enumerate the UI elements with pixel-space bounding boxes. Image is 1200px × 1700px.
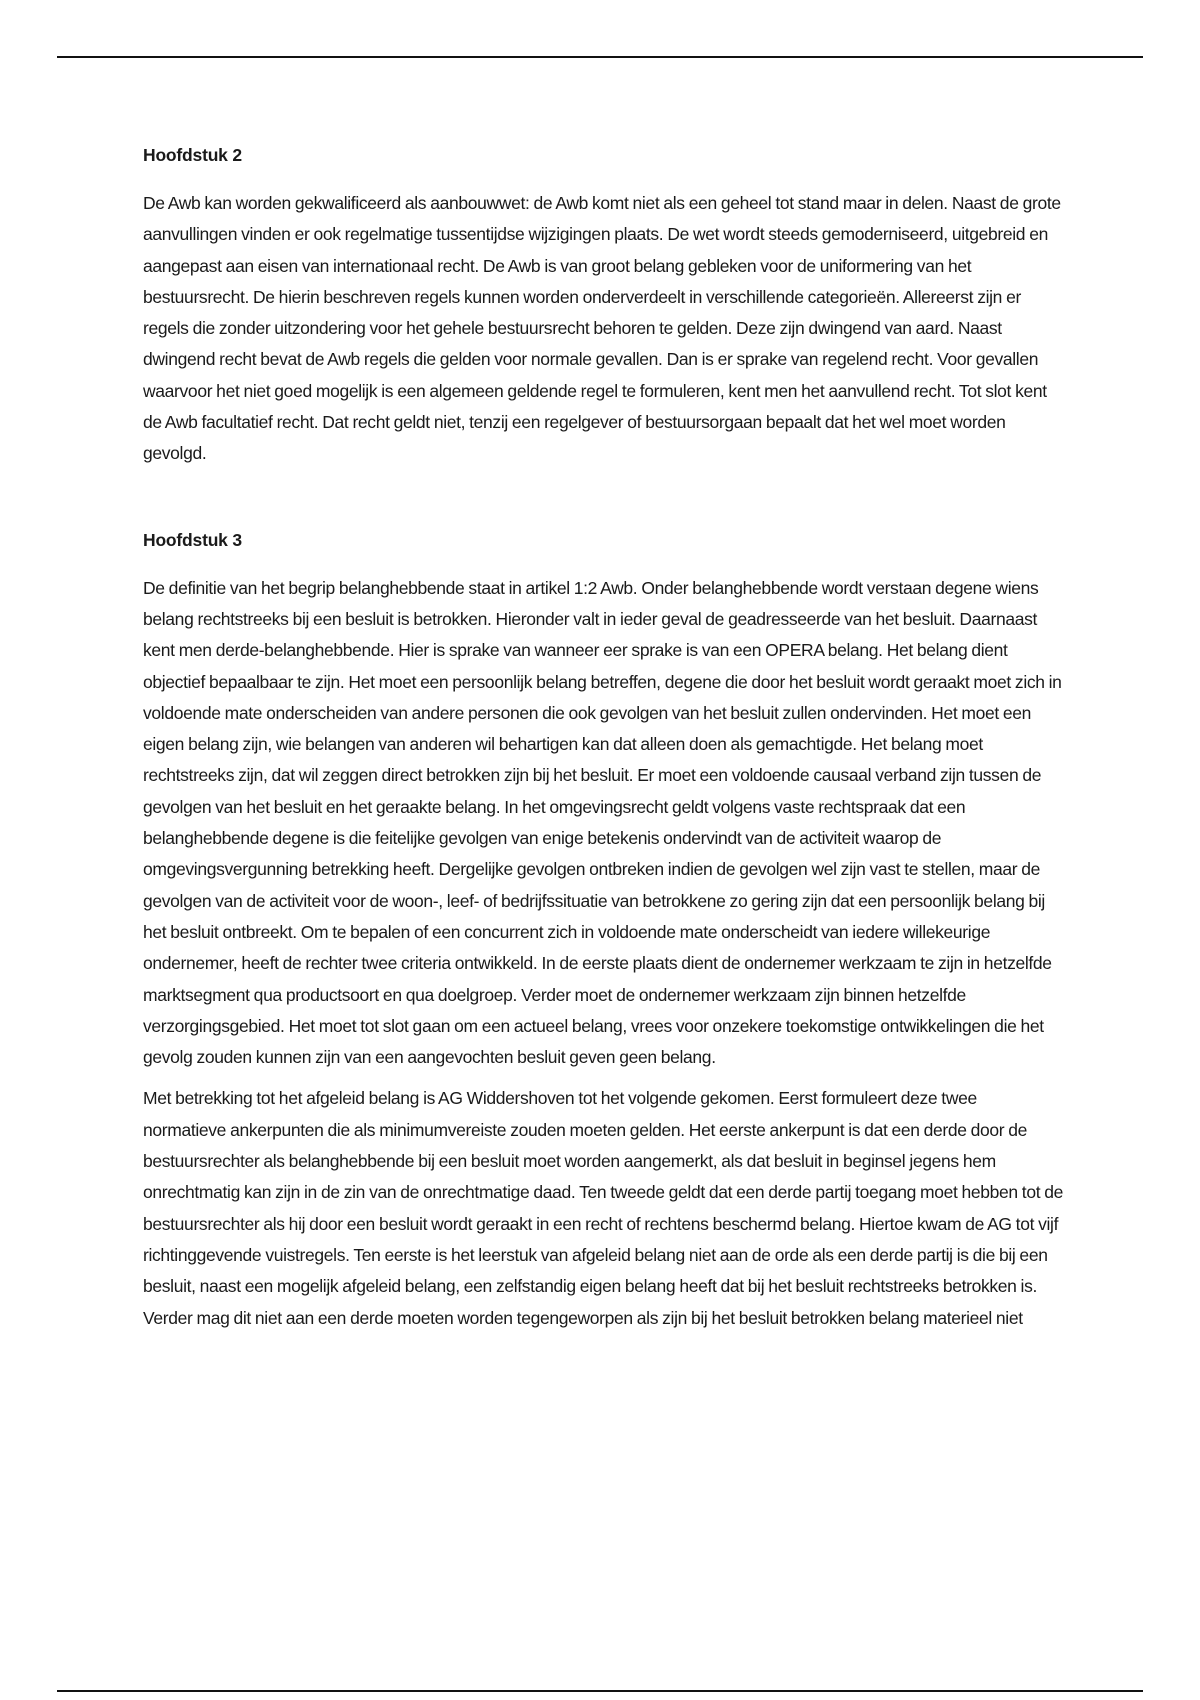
paragraph: Met betrekking tot het afgeleid belang is AG Widdershoven tot het volgende gekomen. Eerst formuleert deze twee normatieve ankerpunten die als minimumvereiste zouden moeten gelden. Het eerste ankerpunt is dat een derde door de bestuursrechter als belanghebbende bij een besluit moet worden aangemerkt, als dat besluit in beginsel jegens hem onrechtmatig kan zijn in de zin van de onrechtmatige daad. Ten tweede geldt dat een derde partij toegang moet hebben tot de bestuursrechter als hij door een besluit wordt geraakt in een recht of rechtens beschermd belang. Hiertoe kwam de AG tot vijf richtinggevende vuistregels. Ten eerste is het leerstuk van afgeleid belang niet aan de orde als een derde partij is die bij een besluit, naast een mogelijk afgeleid belang, een zelfstandig eigen belang heeft dat bij het besluit rechtstreeks betrokken is. Verder mag dit niet aan een derde moeten worden tegengeworpen als zijn bij het besluit betrokken belang materieel niet bbox=[143, 1088, 1063, 1328]
section-heading: Hoofdstuk 3 bbox=[143, 529, 242, 550]
paragraph: De Awb kan worden gekwalificeerd als aanbouwwet: de Awb komt niet als een geheel tot stand maar in delen. Naast de grote aanvullingen vinden er ook regelmatige tussentijdse wijzigingen plaats. De wet wordt steeds gemoderniseerd, uitgebreid en aangepast aan eisen van internationaal recht. De Awb is van groot belang gebleken voor de uniformering van het bestuursrecht. De hierin beschreven regels kunnen worden onderverdeelt in verschillende categorieën. Allereerst zijn er regels die zonder uitzondering voor het gehele bestuursrecht behoren te gelden. Deze zijn dwingend van aard. Naast dwingend recht bevat de Awb regels die gelden voor normale gevallen. Dan is er sprake van regelend recht. Voor gevallen waarvoor het niet goed mogelijk is een algemeen geldende regel te formuleren, kent men het aanvullend recht. Tot slot kent de Awb facultatief recht. Dat recht geldt niet, tenzij een regelgever of bestuursorgaan bepaalt dat het wel moet worden gevolgd. bbox=[143, 193, 1061, 464]
section-hoofdstuk-2 bbox=[143, 140, 1063, 470]
section-heading: Hoofdstuk 2 bbox=[143, 145, 242, 165]
header-rule bbox=[57, 56, 1143, 58]
section-hoofdstuk-3 bbox=[143, 525, 1063, 1334]
footer-rule bbox=[57, 1690, 1143, 1692]
document-body bbox=[143, 140, 1063, 1344]
paragraph: De definitie van het begrip belanghebbende staat in artikel 1:2 Awb. Onder belanghebbende wordt verstaan degene wiens belang rechtstreeks bij een besluit is betrokken. Hieronder valt in ieder geval de geadresseerde van het besluit. Daarnaast kent men derde-belanghebbende. Hier is sprake van wanneer eer sprake is van een OPERA belang. Het belang dient objectief bepaalbaar te zijn. Het moet een persoonlijk belang betreffen, degene die door het besluit wordt geraakt moet zich in voldoende mate onderscheiden van andere personen die ook gevolgen van het besluit zullen ondervinden. Het moet een eigen belang zijn, wie belangen van anderen wil behartigen kan dat alleen doen als gemachtigde. Het belang moet rechtstreeks zijn, dat wil zeggen direct betrokken zijn bij het besluit. Er moet een voldoende causaal verband zijn tussen de gevolgen van het besluit en het geraakte belang. In het omgevingsrecht geldt volgens vaste rechtspraak dat een belanghebbende degene is die feitelijke gevolgen van enige betekenis ondervindt van de activiteit waarop de omgevingsvergunning betrekking heeft. Dergelijke gevolgen ontbreken indien de gevolgen wel zijn vast te stellen, maar de gevolgen van de activiteit voor de woon-, leef- of bedrijfssituatie van betrokkene zo gering zijn dat een persoonlijk belang bij het besluit ontbreekt. Om te bepalen of een concurrent zich in voldoende mate onderscheidt van iedere willekeurige ondernemer, heeft de rechter twee criteria ontwikkeld. In de eerste plaats dient de ondernemer werkzaam te zijn in hetzelfde marktsegment qua productsoort en qua doelgroep. Verder moet de ondernemer werkzaam zijn binnen hetzelfde verzorgingsgebied. Het moet tot slot gaan om een actueel belang, vrees voor onzekere toekomstige ontwikkelingen die het gevolg zouden kunnen zijn van een aangevochten besluit geven geen belang. bbox=[143, 577, 1062, 1068]
